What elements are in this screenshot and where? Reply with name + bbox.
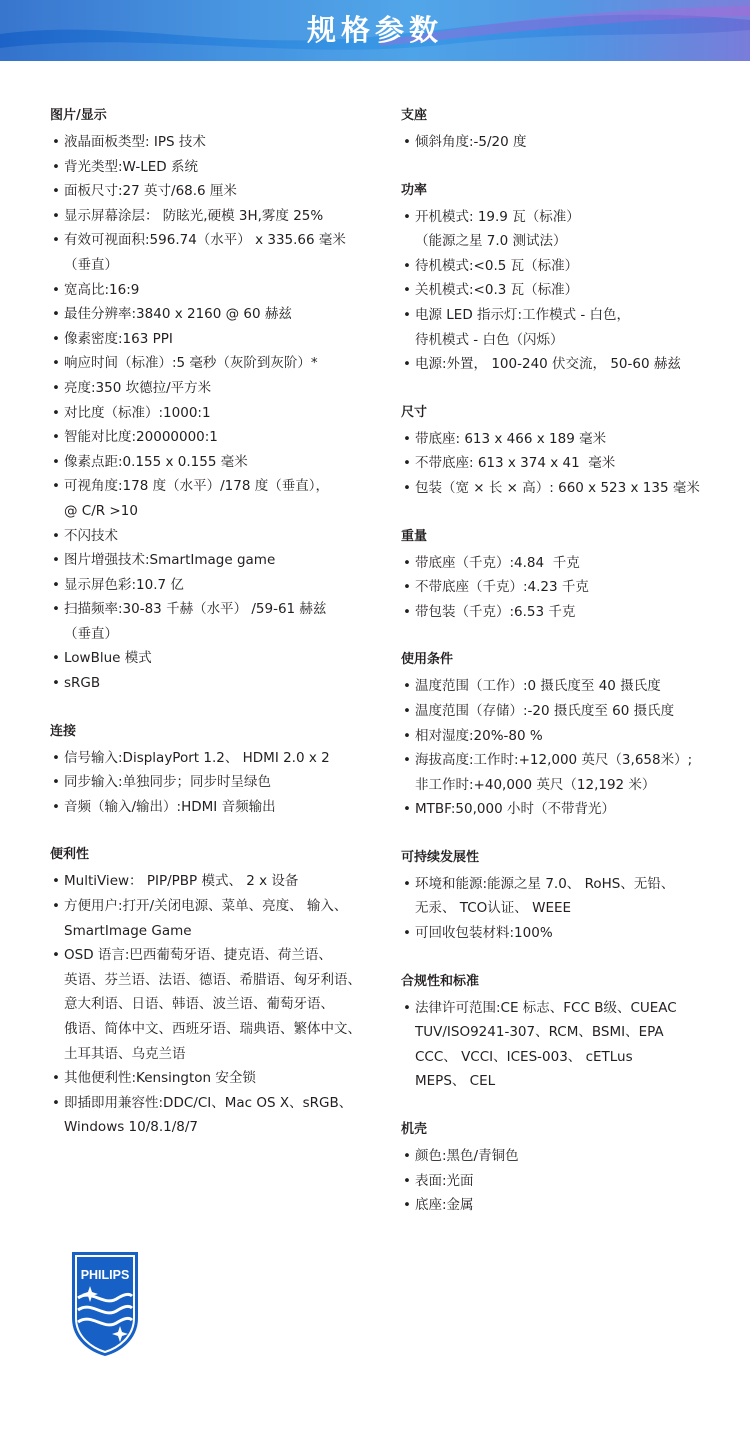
- section-title: 图片/显示: [50, 108, 107, 123]
- spec-item: • 扫描频率:30-83 千赫（水平） /59-61 赫兹 （垂直）: [50, 597, 380, 646]
- spec-item: • 不带底座: 613 x 374 x 41 毫米: [401, 451, 731, 476]
- spec-item: • 图片增强技术:SmartImage game: [50, 548, 380, 573]
- header-banner: [0, 0, 750, 61]
- spec-item: • 像素点距:0.155 x 0.155 毫米: [50, 450, 380, 475]
- spec-section: [401, 403, 731, 501]
- spec-item: • 宽高比:16:9: [50, 278, 380, 303]
- spec-item: • 同步输入:单独同步；同步时呈绿色: [50, 770, 380, 795]
- spec-item: • 海拔高度:工作时:+12,000 英尺（3,658米）; 非工作时:+40,000 英尺（12,192 米）: [401, 748, 731, 797]
- spec-item: • 其他便利性:Kensington 安全锁: [50, 1066, 380, 1091]
- spec-section: [50, 722, 380, 820]
- spec-item: • 倾斜角度:-5/20 度: [401, 130, 731, 155]
- spec-item: • LowBlue 模式: [50, 646, 380, 671]
- spec-item: • 带底座（千克）:4.84 千克: [401, 551, 731, 576]
- philips-shield-logo: [68, 1250, 142, 1358]
- spec-item: • 智能对比度:20000000:1: [50, 425, 380, 450]
- spec-item: • 音频（输入/输出）:HDMI 音频输出: [50, 795, 380, 820]
- spec-item: • 即插即用兼容性:DDC/CI、Mac OS X、sRGB、 Windows 10/8.1/8/7: [50, 1091, 380, 1140]
- spec-item: • 像素密度:163 PPI: [50, 327, 380, 352]
- spec-item: • 显示屏幕涂层： 防眩光,硬模 3H,雾度 25%: [50, 204, 380, 229]
- spec-section: [401, 650, 731, 822]
- spec-item: • 颜色:黑色/青铜色: [401, 1144, 731, 1169]
- spec-item: • 带包装（千克）:6.53 千克: [401, 600, 731, 625]
- spec-section: [401, 972, 731, 1094]
- spec-item: • 信号输入:DisplayPort 1.2、 HDMI 2.0 x 2: [50, 746, 380, 771]
- spec-item: • 液晶面板类型: IPS 技术: [50, 130, 380, 155]
- spec-item: • 亮度:350 坎德拉/平方米: [50, 376, 380, 401]
- section-title: 可持续发展性: [401, 849, 480, 865]
- spec-section: [401, 181, 731, 377]
- spec-item: • 温度范围（工作）:0 摄氏度至 40 摄氏度: [401, 674, 731, 699]
- spec-item: • 关机模式:<0.3 瓦（标准）: [401, 278, 731, 303]
- spec-section: [50, 845, 380, 1140]
- spec-item: • 带底座: 613 x 466 x 189 毫米: [401, 427, 731, 452]
- spec-item: • 方便用户:打开/关闭电源、菜单、亮度、 输入、 SmartImage Game: [50, 894, 380, 943]
- section-title: 重量: [401, 528, 428, 544]
- section-title: 尺寸: [401, 404, 428, 420]
- spec-item: • 相对湿度:20%-80 %: [401, 724, 731, 749]
- page-title: 规格参数: [306, 13, 443, 47]
- spec-item: • 环境和能源:能源之星 7.0、 RoHS、无铅、 无汞、 TCO认证、 WEEE: [401, 872, 731, 921]
- spec-item: • 待机模式:<0.5 瓦（标准）: [401, 254, 731, 279]
- spec-section: [401, 106, 731, 155]
- spec-section: [401, 1120, 731, 1218]
- spec-item: • 表面:光面: [401, 1169, 731, 1194]
- spec-item: • 响应时间（标准）:5 毫秒（灰阶到灰阶）*: [50, 351, 380, 376]
- spec-item: • 可回收包装材料:100%: [401, 921, 731, 946]
- spec-item: • 包装（宽 × 长 × 高）: 660 x 523 x 135 毫米: [401, 476, 731, 501]
- spec-item: • 温度范围（存储）:-20 摄氏度至 60 摄氏度: [401, 699, 731, 724]
- spec-item: • 有效可视面积:596.74（水平） x 335.66 毫米 （垂直）: [50, 228, 380, 277]
- spec-item: • 最佳分辨率:3840 x 2160 @ 60 赫兹: [50, 302, 380, 327]
- spec-section: [50, 106, 380, 696]
- spec-item: • 背光类型:W-LED 系统: [50, 155, 380, 180]
- section-title: 便利性: [50, 847, 90, 863]
- right-spec-column: [401, 106, 731, 1244]
- logo-wordmark: PHILIPS: [80, 1268, 130, 1282]
- spec-item: • OSD 语言:巴西葡萄牙语、捷克语、荷兰语、 英语、芬兰语、法语、德语、希腊语、匈牙利语、 意大利语、日语、韩语、波兰语、葡萄牙语、 俄语、简体中文、西班牙语、瑞典语、繁体中文、 土耳其语、乌克兰语: [50, 943, 380, 1066]
- section-title: 连接: [50, 723, 77, 739]
- spec-item: • 不闪技术: [50, 524, 380, 549]
- spec-item: • MultiView： PIP/PBP 模式、 2 x 设备: [50, 869, 380, 894]
- spec-item: • 电源 LED 指示灯:工作模式 - 白色， 待机模式 - 白色（闪烁）: [401, 303, 731, 352]
- spec-section: [401, 527, 731, 625]
- left-spec-column: [50, 106, 380, 1166]
- section-title: 使用条件: [401, 652, 454, 668]
- spec-item: • 法律许可范围:CE 标志、FCC B级、CUEAC TUV/ISO9241-307、RCM、BSMI、EPA CCC、 VCCI、ICES-003、 cETLus MEPS、 CEL: [401, 996, 731, 1094]
- spec-item: • 不带底座（千克）:4.23 千克: [401, 575, 731, 600]
- section-title: 支座: [401, 108, 428, 123]
- section-title: 功率: [401, 182, 428, 198]
- spec-item: • 面板尺寸:27 英寸/68.6 厘米: [50, 179, 380, 204]
- section-title: 机壳: [401, 1122, 428, 1138]
- spec-item: • 底座:金属: [401, 1193, 731, 1218]
- spec-item: • sRGB: [50, 671, 380, 696]
- section-title: 合规性和标准: [401, 973, 480, 989]
- spec-item: • 对比度（标准）:1000:1: [50, 401, 380, 426]
- spec-item: • 开机模式: 19.9 瓦（标准） （能源之星 7.0 测试法）: [401, 205, 731, 254]
- spec-section: [401, 848, 731, 946]
- spec-item: • 显示屏色彩:10.7 亿: [50, 573, 380, 598]
- spec-item: • 可视角度:178 度（水平）/178 度（垂直）， @ C/R >10: [50, 474, 380, 523]
- spec-item: • 电源:外置， 100-240 伏交流， 50-60 赫兹: [401, 352, 731, 377]
- spec-item: • MTBF:50,000 小时（不带背光）: [401, 797, 731, 822]
